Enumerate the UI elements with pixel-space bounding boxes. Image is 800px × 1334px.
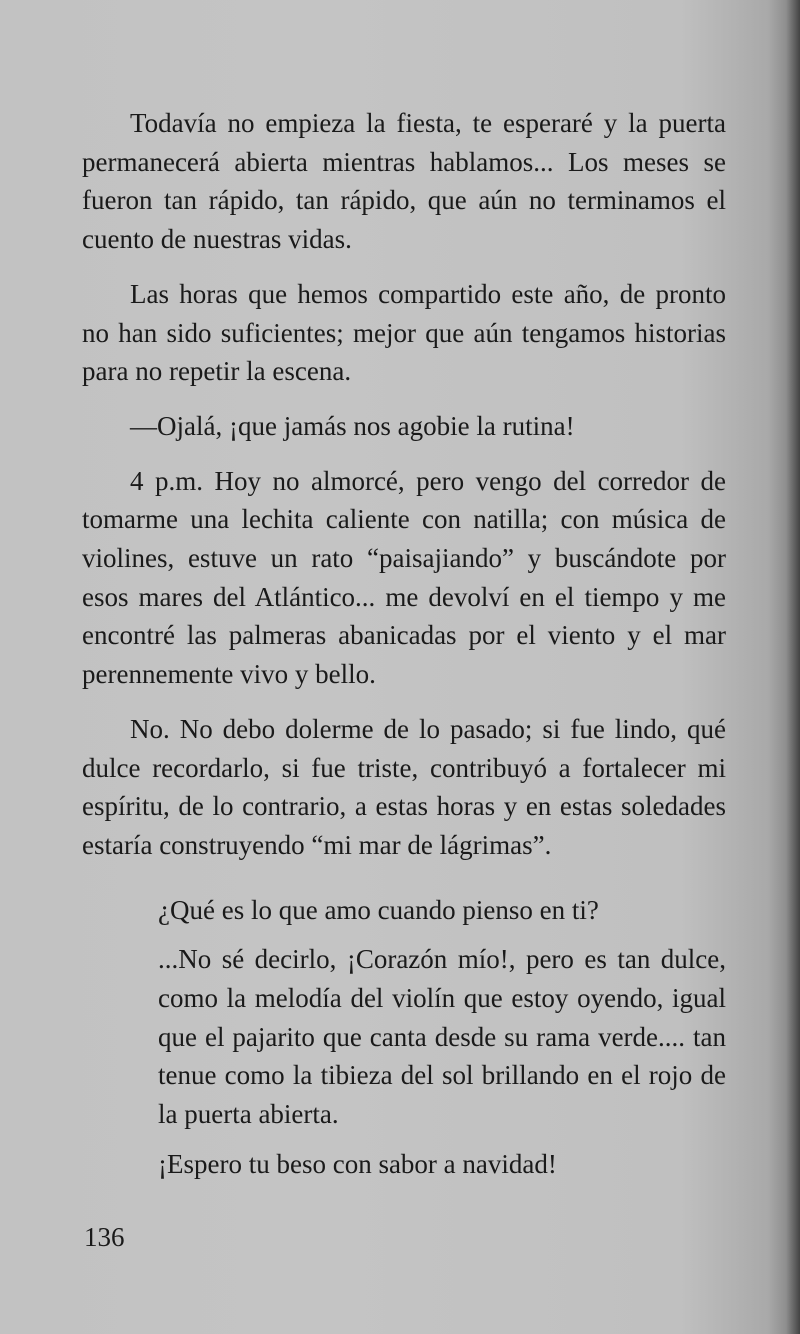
page-body (82, 104, 726, 1195)
paragraph-5: No. No debo dolerme de lo pasado; si fue lindo, qué dulce recordarlo, si fue triste, contribuyó a fortalecer mi espíritu, de lo contrario, a estas horas y en estas soledades estaría construyendo “mi mar de lágrimas”. (82, 713, 726, 860)
verse-1: ¿Qué es lo que amo cuando pienso en ti? (158, 894, 599, 925)
verse-2: ...No sé decirlo, ¡Corazón mío!, pero es tan dulce, como la melodía del violín que estoy oyendo, igual que el pajarito que canta desde su rama verde.... tan tenue como la tibieza del sol brillando en el rojo de la puerta abierta. (158, 944, 726, 1130)
paragraph-3: —Ojalá, ¡que jamás nos agobie la rutina! (130, 410, 575, 441)
paragraph-4: 4 p.m. Hoy no almorcé, pero vengo del corredor de tomarme una lechita caliente con natilla; con música de violines, estuve un rato “paisajiando” y buscándote por esos mares del Atlántico... me devolví en el tiempo y me encontré las palmeras abanicadas por el viento y el mar perennemente vivo y bello. (82, 465, 726, 690)
verse-3: ¡Espero tu beso con sabor a navidad! (158, 1148, 557, 1179)
book-spine-shadow (786, 0, 800, 1334)
paragraph-1: Todavía no empieza la fiesta, te esperaré y la puerta permanecerá abierta mientras hablamos... Los meses se fueron tan rápido, tan rápido, que aún no terminamos el cuento de nuestras vidas. (82, 108, 726, 255)
paragraph-2: Las horas que hemos compartido este año, de pronto no han sido suficientes; mejor que aún tengamos historias para no repetir la escena. (82, 278, 726, 387)
page-number: 136 (84, 1222, 125, 1252)
